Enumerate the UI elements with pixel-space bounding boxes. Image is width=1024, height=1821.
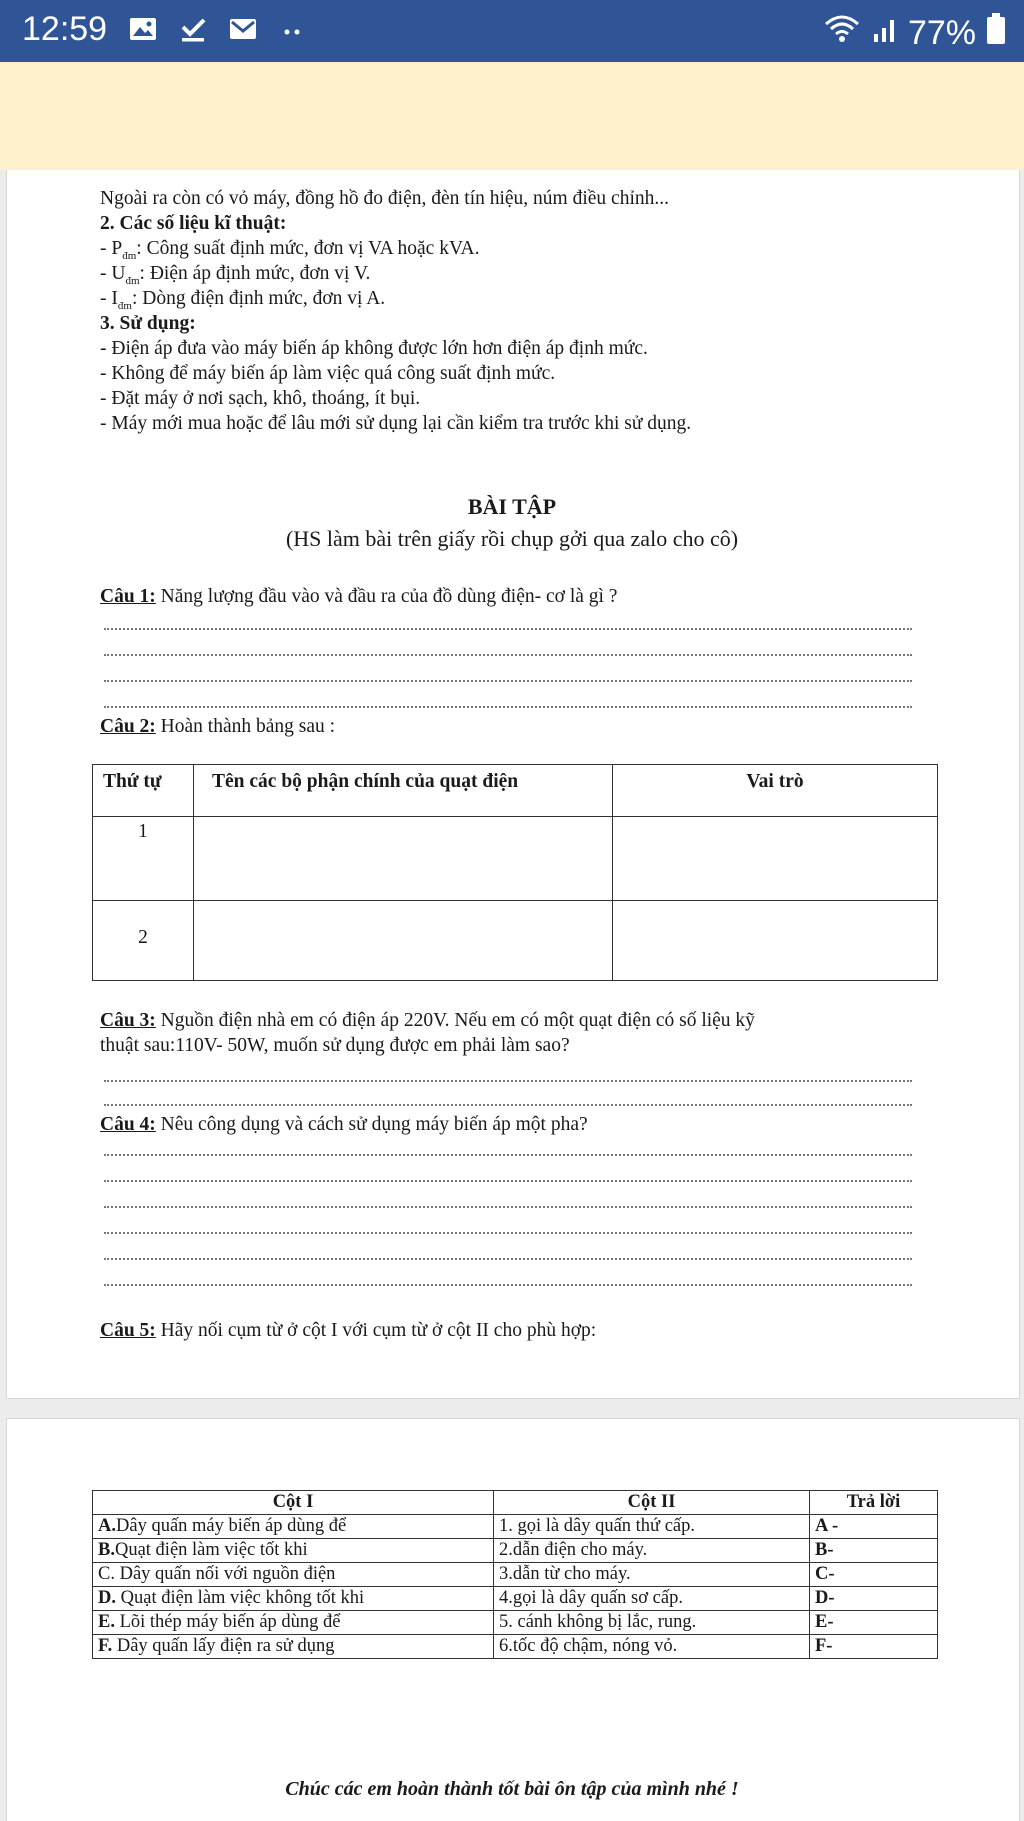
download-done-icon <box>178 14 208 44</box>
image-icon <box>128 14 158 44</box>
q3-label: Câu 3: <box>100 1010 156 1031</box>
matching-answer[interactable]: C- <box>810 1563 938 1587</box>
parts-table <box>92 764 938 981</box>
heading-usage: 3. Sử dụng: <box>100 313 196 334</box>
matching-col1-text: Lõi thép máy biến áp dùng để <box>114 1612 341 1632</box>
q1-text: Năng lượng đầu vào và đầu ra của đồ dùng điện- cơ là gì ? <box>155 586 618 607</box>
matching-col1-text: Dây quấn nối với nguồn điện <box>114 1564 336 1584</box>
spec-u-sub: đm <box>125 274 140 287</box>
matching-letter: D. <box>98 1588 116 1608</box>
matching-answer[interactable]: A - <box>810 1515 938 1539</box>
table-row <box>93 1635 938 1659</box>
matching-table <box>92 1490 938 1659</box>
answer-line <box>104 1258 912 1260</box>
matching-col1-text: Quạt điện làm việc không tốt khi <box>116 1588 365 1608</box>
question-1 <box>100 584 617 609</box>
answer-line <box>104 1180 912 1182</box>
matching-letter: A. <box>98 1516 116 1536</box>
matching-header: Cột I <box>93 1491 494 1515</box>
question-3 <box>100 1008 755 1058</box>
matching-col2: 6.tốc độ chậm, nóng vỏ. <box>494 1635 810 1659</box>
spec-current: - $I_{đm}$: Dòng điện định mức, đơn vị A. <box>100 288 386 312</box>
question-4 <box>100 1112 588 1137</box>
parts-table-header: Thứ tự <box>93 765 194 817</box>
matching-col2: 1. gọi là dây quấn thứ cấp. <box>494 1515 810 1539</box>
heading-specs: 2. Các số liệu kĩ thuật: <box>100 213 287 234</box>
q2-label: Câu 2: <box>100 716 156 737</box>
spec-i-sub: đm <box>117 299 132 312</box>
answer-line <box>104 1232 912 1234</box>
matching-letter: C. <box>98 1564 115 1584</box>
table-row <box>93 1515 938 1539</box>
answer-line <box>104 1154 912 1156</box>
q3-text-line1: Nguồn điện nhà em có điện áp 220V. Nếu em có một quạt điện có số liệu kỹ <box>155 1010 755 1031</box>
table-row <box>93 817 938 901</box>
matching-answer[interactable]: F- <box>810 1635 938 1659</box>
answer-line <box>104 706 912 708</box>
question-2 <box>100 714 335 739</box>
signal-icon <box>872 14 898 53</box>
parts-table-header: Vai trò <box>613 765 938 817</box>
matching-col1 <box>93 1587 494 1611</box>
paragraph-extra: Ngoài ra còn có vỏ máy, đồng hồ đo điện, đèn tín hiệu, núm điều chỉnh... <box>100 188 669 209</box>
parts-row-number: 1 <box>93 817 194 901</box>
table-row <box>93 1587 938 1611</box>
spec-p-sub: đm <box>122 249 137 262</box>
closing-note: Chúc các em hoàn thành tốt bài ôn tập của mình nhé ! <box>285 1778 739 1800</box>
spec-u-symbol: U <box>111 263 126 284</box>
battery-percent: 77% <box>907 14 976 52</box>
q3-text-line2: thuật sau:110V- 50W, muốn sử dụng được em phải làm sao? <box>100 1035 570 1056</box>
matching-letter: E. <box>98 1612 115 1632</box>
more-dots-icon <box>278 14 308 44</box>
status-bar <box>0 0 1024 62</box>
table-row <box>93 1611 938 1635</box>
battery-icon <box>986 13 1006 54</box>
answer-line <box>104 1104 912 1106</box>
matching-header: Trả lời <box>810 1491 938 1515</box>
matching-col2: 2.dẫn điện cho máy. <box>494 1539 810 1563</box>
matching-header: Cột II <box>494 1491 810 1515</box>
spec-p-text: : Công suất định mức, đơn vị VA hoặc kVA. <box>136 238 480 259</box>
spec-i-text: : Dòng điện định mức, đơn vị A. <box>131 288 386 309</box>
exercise-subtitle: (HS làm bài trên giấy rồi chụp gởi qua zalo cho cô) <box>285 526 739 551</box>
banner-overlay <box>0 62 1024 170</box>
q2-text: Hoàn thành bảng sau : <box>155 716 336 737</box>
parts-role-cell[interactable] <box>613 901 938 981</box>
spec-i-symbol: I <box>111 288 118 309</box>
matching-letter: B. <box>98 1540 115 1560</box>
matching-col1-text: Dây quấn máy biến áp dùng để <box>116 1516 347 1536</box>
exercise-title: BÀI TẬP <box>467 494 557 519</box>
matching-col2: 4.gọi là dây quấn sơ cấp. <box>494 1587 810 1611</box>
answer-line <box>104 680 912 682</box>
parts-role-cell[interactable] <box>613 817 938 901</box>
matching-col1-text: Quạt điện làm việc tốt khi <box>114 1540 308 1560</box>
q1-label: Câu 1: <box>100 586 156 607</box>
q4-text: Nêu công dụng và cách sử dụng máy biến áp một pha? <box>155 1114 588 1135</box>
question-5 <box>100 1318 596 1343</box>
wifi-icon <box>822 12 862 55</box>
parts-row-number: 2 <box>93 901 194 981</box>
matching-col2: 3.dẫn từ cho máy. <box>494 1563 810 1587</box>
matching-col2: 5. cánh không bị lắc, rung. <box>494 1611 810 1635</box>
table-row <box>93 1539 938 1563</box>
parts-table-header: Tên các bộ phận chính của quạt điện <box>194 765 613 817</box>
spec-power: - $P_{đm}$: Công suất định mức, đơn vị VA hoặc kVA. <box>100 238 480 262</box>
q5-label: Câu 5: <box>100 1320 156 1341</box>
matching-col1 <box>93 1611 494 1635</box>
matching-col1 <box>93 1635 494 1659</box>
answer-line <box>104 1284 912 1286</box>
usage-item-4: - Máy mới mua hoặc để lâu mới sử dụng lại cần kiểm tra trước khi sử dụng. <box>100 413 692 434</box>
answer-line <box>104 1206 912 1208</box>
usage-item-2: - Không để máy biến áp làm việc quá công suất định mức. <box>100 363 556 384</box>
matching-answer[interactable]: E- <box>810 1611 938 1635</box>
matching-col1 <box>93 1563 494 1587</box>
mail-icon <box>228 14 258 44</box>
table-row <box>93 1563 938 1587</box>
matching-col1 <box>93 1539 494 1563</box>
answer-line <box>104 1080 912 1082</box>
matching-col1 <box>93 1515 494 1539</box>
q4-label: Câu 4: <box>100 1114 156 1135</box>
matching-answer[interactable]: B- <box>810 1539 938 1563</box>
status-time: 12:59 <box>22 10 108 48</box>
matching-letter: F. <box>98 1636 113 1656</box>
matching-answer[interactable]: D- <box>810 1587 938 1611</box>
usage-item-3: - Đặt máy ở nơi sạch, khô, thoáng, ít bụi. <box>100 388 421 409</box>
usage-item-1: - Điện áp đưa vào máy biến áp không được lớn hơn điện áp định mức. <box>100 338 648 359</box>
table-row <box>93 901 938 981</box>
spec-voltage: - $U_{đm}$: Điện áp định mức, đơn vị V. <box>100 263 371 287</box>
matching-col1-text: Dây quấn lấy điện ra sử dụng <box>112 1636 335 1656</box>
q5-text: Hãy nối cụm từ ở cột I với cụm từ ở cột II cho phù hợp: <box>155 1320 597 1341</box>
spec-p-symbol: P <box>111 238 123 259</box>
answer-line <box>104 628 912 630</box>
spec-u-text: : Điện áp định mức, đơn vị V. <box>139 263 371 284</box>
parts-name-cell[interactable] <box>194 817 613 901</box>
answer-line <box>104 654 912 656</box>
parts-name-cell[interactable] <box>194 901 613 981</box>
